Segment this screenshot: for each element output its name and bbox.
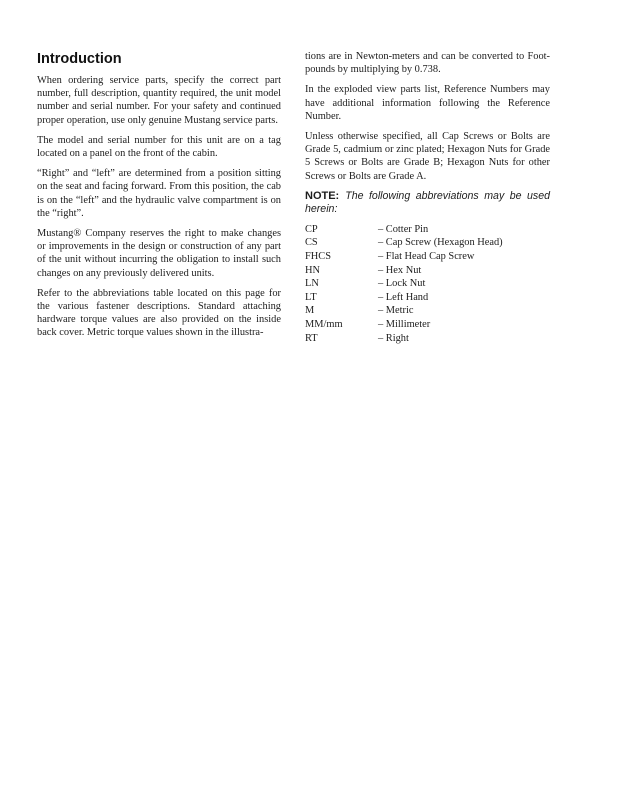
abbreviation-meaning: – Lock Nut <box>378 278 426 290</box>
page-heading: Introduction <box>37 51 122 67</box>
right-column <box>305 50 550 345</box>
abbreviation-code: LN <box>305 278 319 290</box>
abbreviation-code: RT <box>305 332 318 344</box>
abbreviation-meaning: – Metric <box>378 305 414 317</box>
abbreviation-row <box>305 264 503 278</box>
paragraph-reference-numbers: In the exploded view parts list, Reference Numbers may have additional information following the Reference Number. <box>305 84 550 122</box>
paragraph-serial-tag: The model and serial number for this unit are on a tag located on a panel on the front of the cabin. <box>37 134 281 160</box>
left-column <box>37 50 281 347</box>
abbreviation-row <box>305 304 503 318</box>
abbreviation-meaning: – Millimeter <box>378 318 431 330</box>
abbreviation-code: CP <box>305 223 318 235</box>
paragraph-torque-conversion: tions are in Newton-meters and can be converted to Foot-pounds by multiplying by 0.738. <box>305 51 550 76</box>
abbreviation-code: LT <box>305 291 317 303</box>
abbreviation-meaning: – Right <box>378 332 409 344</box>
abbreviation-code: M <box>305 305 315 317</box>
abbreviation-row <box>305 291 503 305</box>
abbreviation-code: HN <box>305 264 321 276</box>
note-label: NOTE: <box>305 189 340 202</box>
abbreviation-code: CS <box>305 237 318 249</box>
paragraph-ordering-parts: When ordering service parts, specify the correct part number, full description, quantity required, the unit model number and serial number. For your safety and continued proper operation, use only genuine Mustang service parts. <box>37 75 281 126</box>
abbreviation-meaning: – Left Hand <box>378 291 429 303</box>
abbreviation-row <box>305 277 503 291</box>
abbreviation-row <box>305 318 503 332</box>
paragraph-right-left: “Right” and “left” are determined from a position sitting on the seat and facing forward. From this position, the cab is on the “left” and the hydraulic valve compartment is on the “right”. <box>37 168 281 219</box>
abbreviations-table <box>305 223 503 345</box>
abbreviation-meaning: – Flat Head Cap Screw <box>378 251 475 263</box>
paragraph-fastener-grades: Unless otherwise specified, all Cap Screws or Bolts are Grade 5, cadmium or zinc plated; Hexagon Nuts for Grade 5 Screws or Bolts are Grade B; Hexagon Nuts for other Screws or Bolts are Grade A. <box>305 131 550 182</box>
note-abbreviations <box>305 190 550 216</box>
abbreviation-meaning: – Cotter Pin <box>378 223 429 235</box>
abbreviation-row <box>305 223 503 237</box>
abbreviation-row <box>305 236 503 250</box>
abbreviation-code: FHCS <box>305 251 331 263</box>
note-text: The following abbreviations may be used herein: <box>305 189 550 215</box>
abbreviation-row <box>305 250 503 264</box>
abbreviation-code: MM/mm <box>305 318 343 330</box>
paragraph-abbreviations-reference: Refer to the abbreviations table located on this page for the various fastener descriptions. Standard attaching hardware torque values are also provided on the inside back cover. Metric torque values shown in the illustra- <box>37 287 281 339</box>
abbreviation-meaning: – Cap Screw (Hexagon Head) <box>378 237 503 249</box>
paragraph-company-rights: Mustang® Company reserves the right to make changes or improvements in the design or construction of any part of the unit without incurring the obligation to install such changes on any previously delivered units. <box>37 228 281 279</box>
abbreviation-meaning: – Hex Nut <box>378 264 422 276</box>
abbreviation-row <box>305 332 503 346</box>
